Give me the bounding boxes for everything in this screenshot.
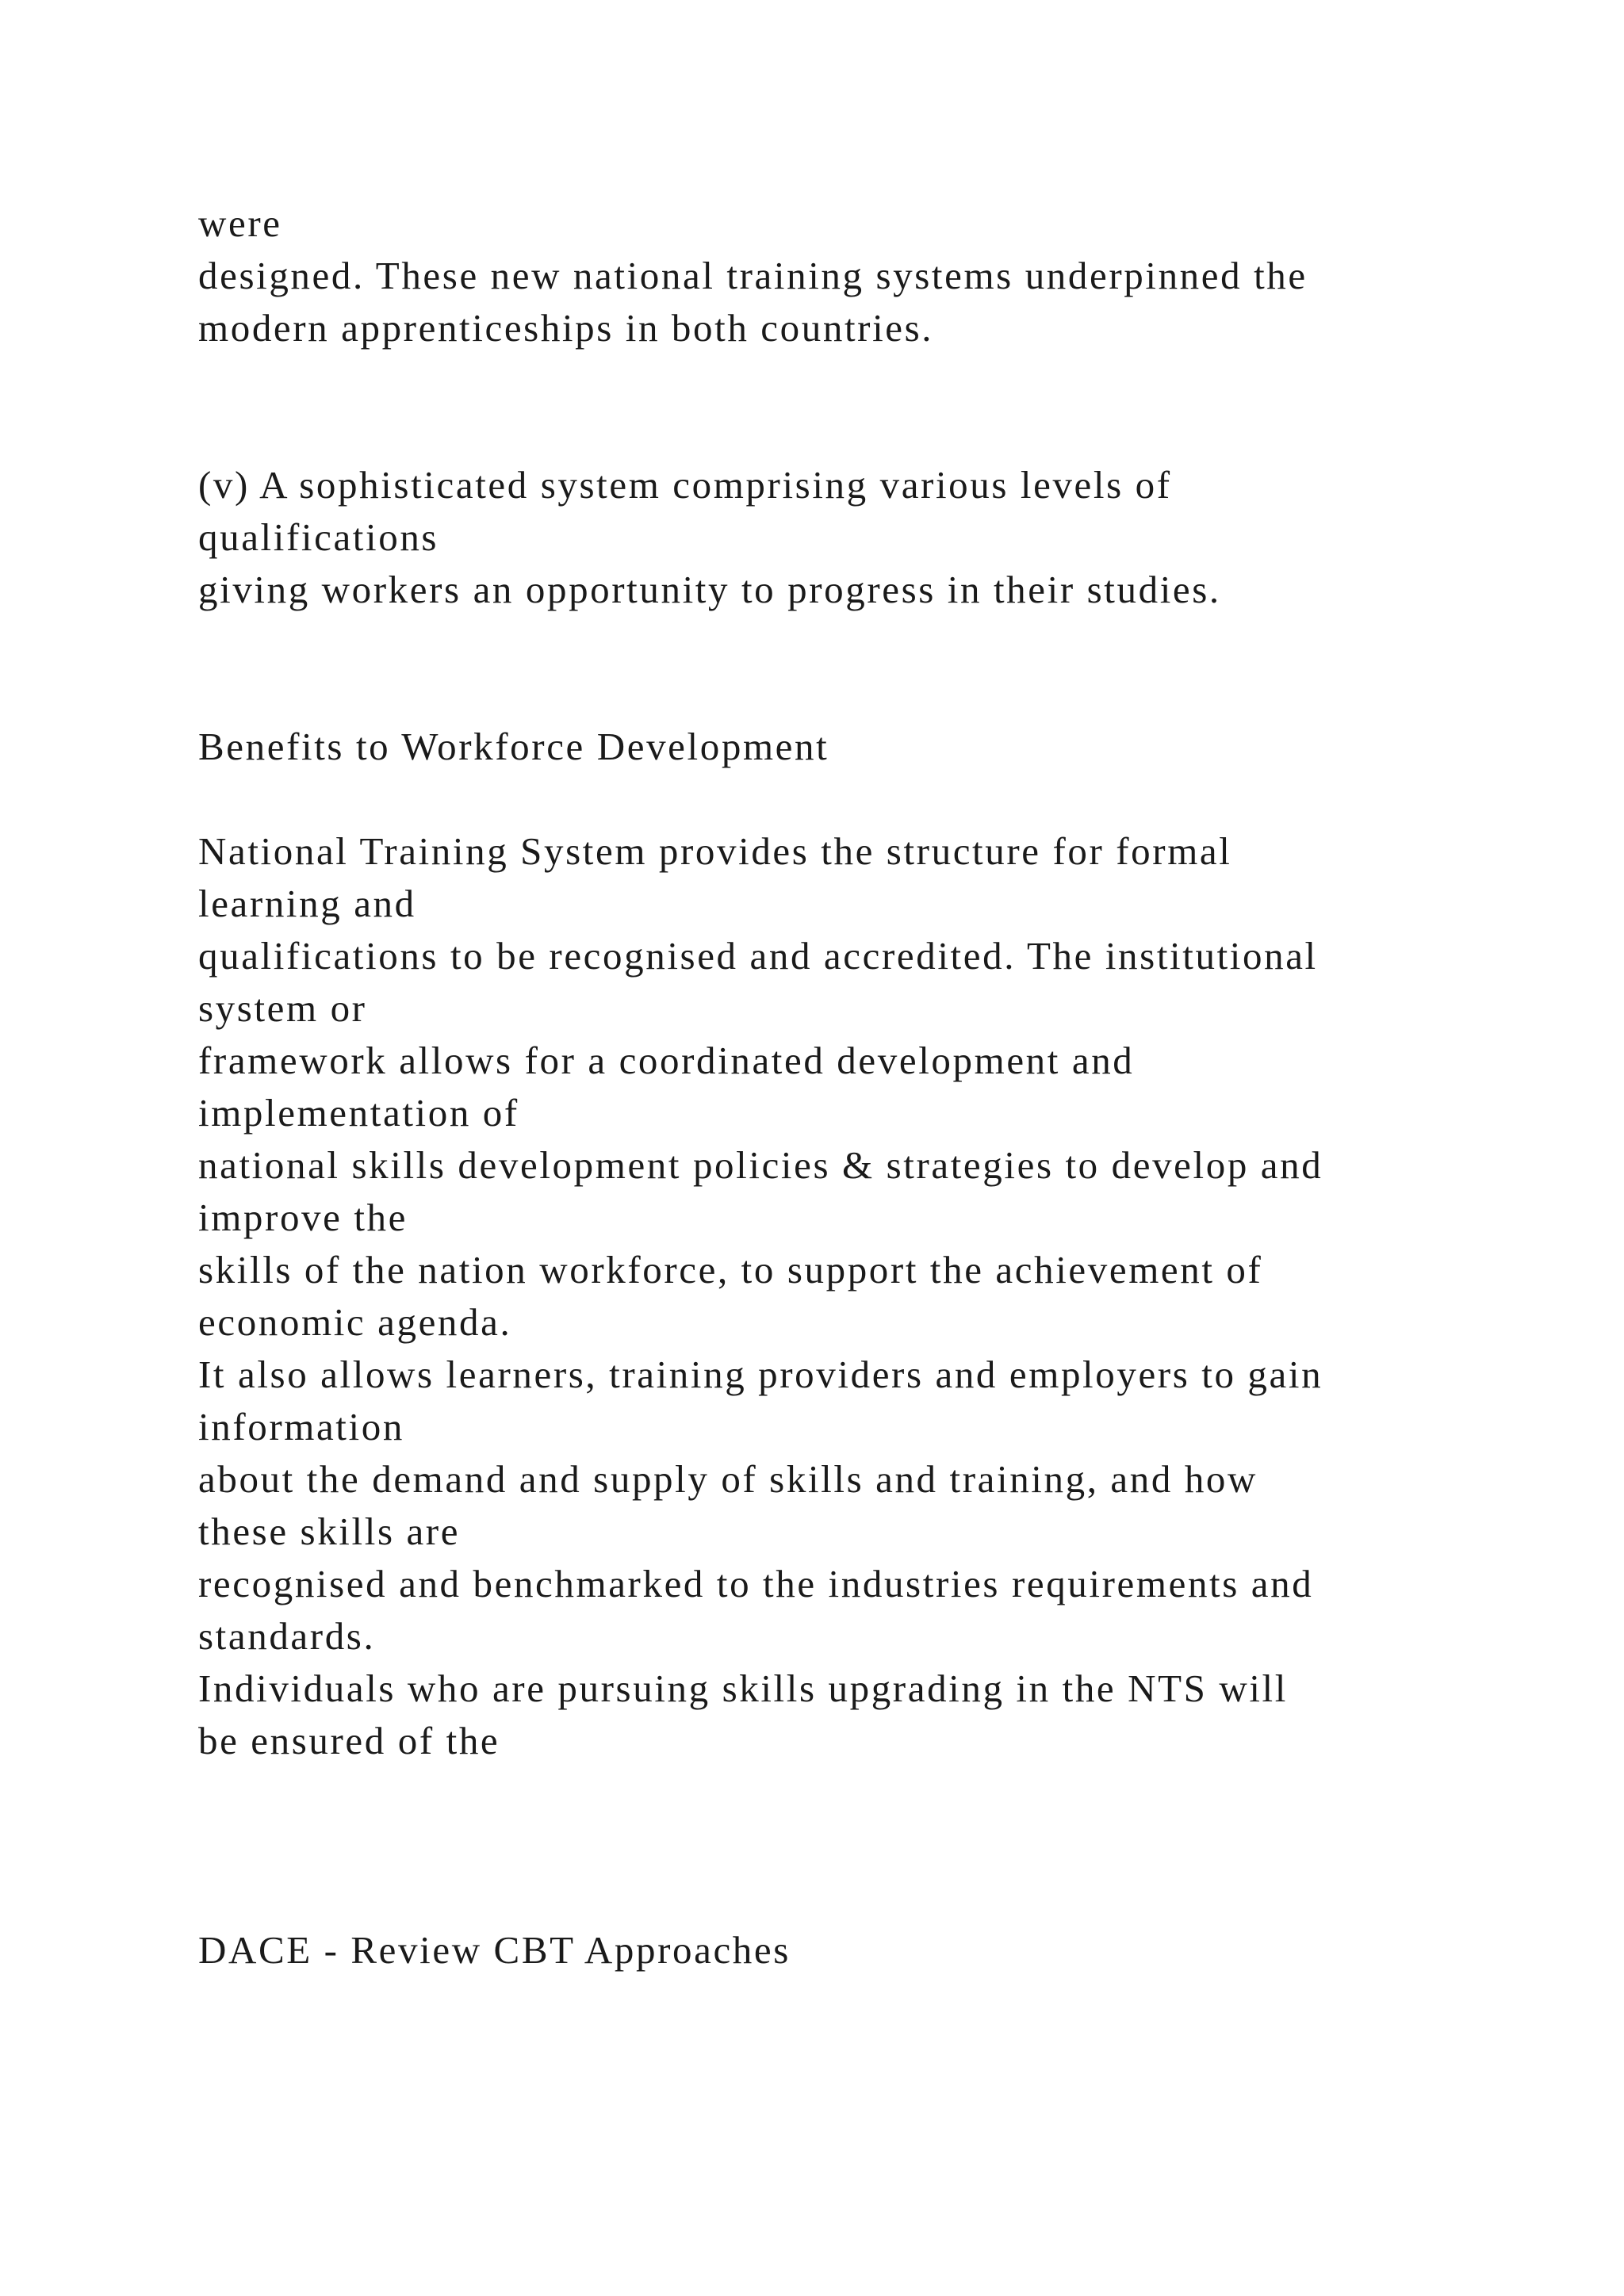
text-line: recognised and benchmarked to the industries requirements and <box>198 1562 1314 1605</box>
text-line: these skills are <box>198 1510 461 1553</box>
text-line: standards. <box>198 1614 376 1658</box>
text-line: Individuals who are pursuing skills upgrading in the NTS will <box>198 1667 1288 1710</box>
section-heading: Benefits to Workforce Development <box>198 725 829 768</box>
text-line: about the demand and supply of skills and training, and how <box>198 1457 1258 1501</box>
text-line: National Training System provides the structure for formal <box>198 829 1232 873</box>
text-line: modern apprenticeships in both countries. <box>198 306 934 350</box>
text-line: were <box>198 201 282 245</box>
text-line: qualifications <box>198 515 439 559</box>
text-line: implementation of <box>198 1091 519 1135</box>
text-line: qualifications to be recognised and accredited. The institutional <box>198 934 1318 978</box>
text-line: national skills development policies & strategies to develop and <box>198 1143 1323 1187</box>
text-line: information <box>198 1405 404 1448</box>
text-line: (v) A sophisticated system comprising various levels of <box>198 463 1172 507</box>
text-line: system or <box>198 986 367 1030</box>
text-line: improve the <box>198 1196 408 1239</box>
text-line: be ensured of the <box>198 1719 500 1762</box>
text-line: designed. These new national training systems underpinned the <box>198 254 1308 297</box>
text-line: framework allows for a coordinated development and <box>198 1039 1135 1082</box>
text-line: economic agenda. <box>198 1300 512 1344</box>
text-line: learning and <box>198 882 416 925</box>
text-line: skills of the nation workforce, to support the achievement of <box>198 1248 1263 1292</box>
page-footer: DACE - Review CBT Approaches <box>198 1928 791 1972</box>
text-line: giving workers an opportunity to progress in their studies. <box>198 568 1221 611</box>
text-line: It also allows learners, training providers and employers to gain <box>198 1353 1323 1396</box>
